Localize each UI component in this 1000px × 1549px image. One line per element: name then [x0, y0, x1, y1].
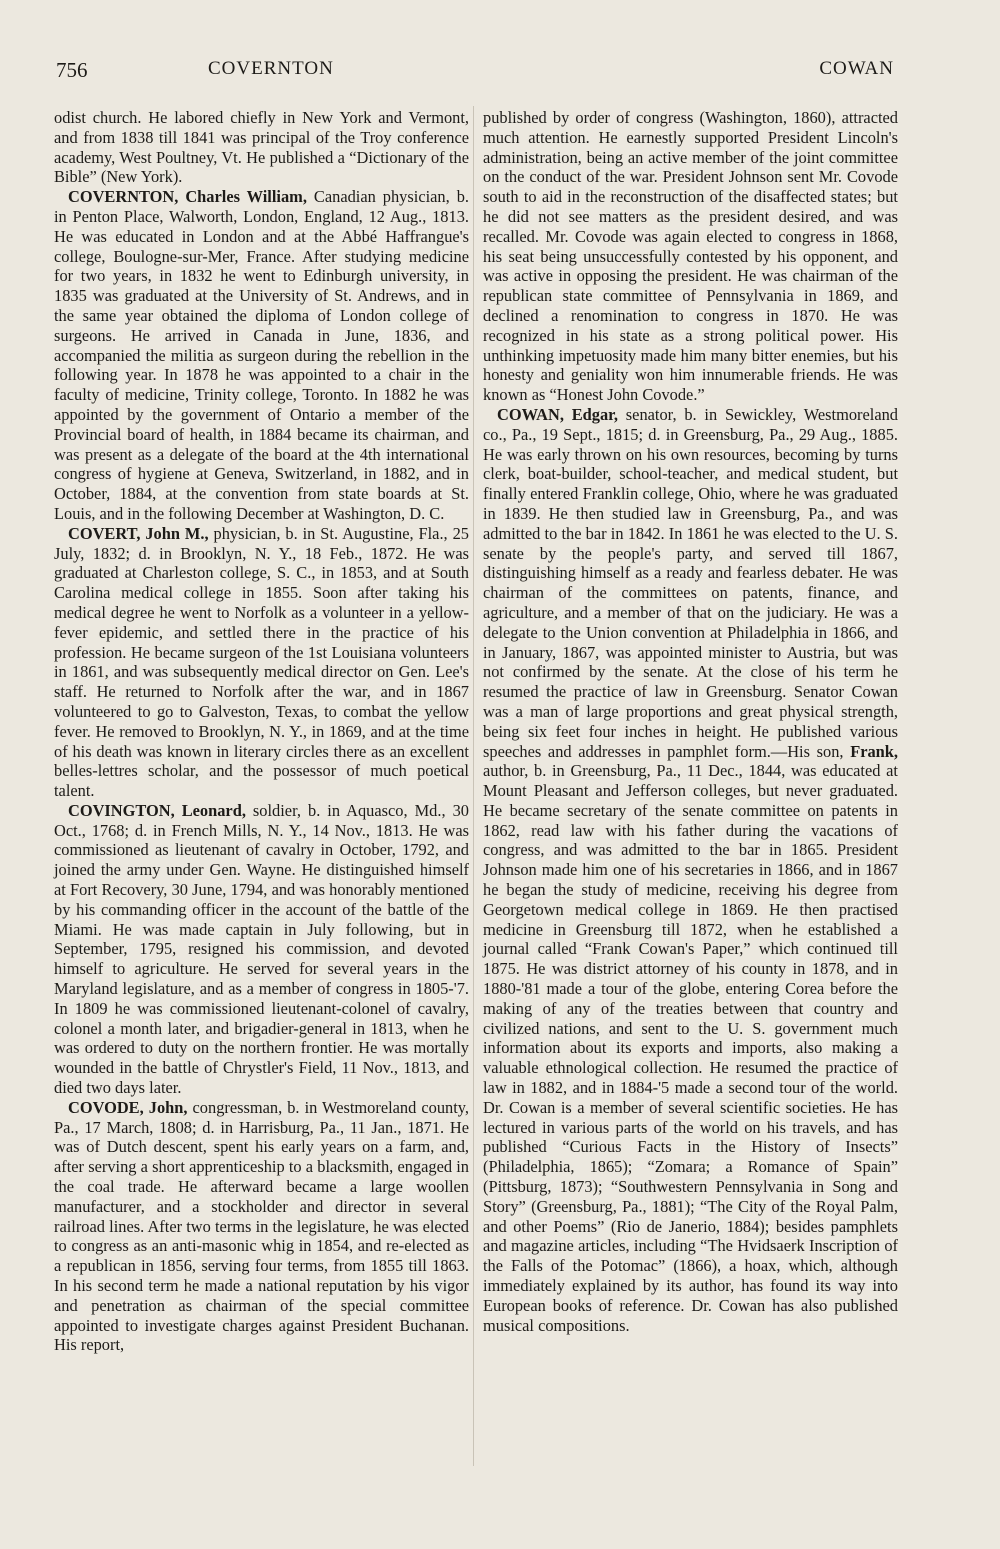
entry-covernton: [54, 187, 469, 524]
headword-covert: COVERT, John M.,: [68, 523, 209, 543]
headword-frank: Frank,: [850, 741, 898, 761]
running-head-left: COVERNTON: [208, 58, 334, 79]
continued-entry-text: odist church. He labored chiefly in New York and Vermont, and from 1838 till 1841 was principal of the Troy conference academy, West Poultney, Vt. He published a “Dictionary of the Bible” (New York).: [54, 108, 469, 187]
headword-covernton: COVERNTON, Charles William,: [68, 187, 307, 207]
column-divider: [473, 106, 474, 1466]
headword-covode: COVODE, John,: [68, 1097, 188, 1117]
entry-text-covode: congressman, b. in Westmoreland county, Pa., 17 March, 1808; d. in Harrisburg, Pa., 11 Jan., 1871. He was of Dutch descent, spent his early years on a farm, and, after serving a short apprenticeship to a blacksmith, engaged in the coal trade. He afterward became a large woollen manufacturer, and a stockholder and director in several railroad lines. After two terms in the legislature, he was elected to congress as an anti-masonic whig in 1854, and re-elected as a republican in 1856, serving four terms, from 1855 till 1863. In his second term he made a national reputation by his vigor and penetration as chairman of the special committee appointed to investigate charges against President Buchanan. His report,: [54, 1097, 470, 1355]
entry-covode: [54, 1098, 469, 1355]
running-head-right: COWAN: [819, 58, 894, 79]
entry-covington: [54, 801, 469, 1098]
entry-text-cowan: senator, b. in Sewickley, Westmoreland co., Pa., 19 Sept., 1815; d. in Greensburg, Pa., 29 Aug., 1885. He was early thrown on his own resources, becoming by turns clerk, boat-builder, school-teacher, and medical student, but finally entered Franklin college, Ohio, where he was graduated in 1839. He then studied law in Greensburg, Pa., and was admitted to the bar in 1842. In 1861 he was elected to the U. S. senate by the people's party, and served till 1867, distinguishing himself as a ready and fearless debater. He was chairman of the committees on patents, finance, and agriculture, and a member of that on the judiciary. He was a delegate to the Union convention at Philadelphia in 1866, and in January, 1867, was appointed minister to Austria, but was not confirmed by the senate. At the close of his term he resumed the practice of law in Greensburg. Senator Cowan was a man of large proportions and great physical strength, being six feet four inches in height. He published various speeches and addresses in pamphlet form.—His son,: [483, 404, 898, 761]
page-number: 756: [56, 58, 88, 82]
entry-cowan: [483, 405, 898, 1335]
continued-entry-text: published by order of congress (Washington, 1860), attracted much attention. He earnestly supported President Lincoln's administration, being an active member of the joint committee on the conduct of the war. President Johnson sent Mr. Covode south to aid in the reconstruction of the disaffected states; but he did not see matters as the president desired, and was recalled. Mr. Covode was again elected to congress in 1868, his seat being unsuccessfully contested by his opponent, and was active in opposing the president. He was chairman of the republican state committee of Pennsylvania in 1869, and declined a renomination to congress in 1870. He was recognized in his state as a strong political power. His unthinking impetuosity made him many bitter enemies, but his honesty and geniality won him innumerable friends. He was known as “Honest John Covode.”: [483, 108, 898, 405]
entry-text-covernton: Canadian physician, b. in Penton Place, Walworth, London, England, 12 Aug., 1813. He was educated in London and at the Abbé Haffrangue's college, Boulogne-sur-Mer, France. After studying medicine for two years, in 1832 he went to Edinburgh university, in 1835 was graduated at the University of St. Andrews, and in the same year obtained the diploma of London college of surgeons. He arrived in Canada in June, 1836, and accompanied the militia as surgeon during the rebellion in the following year. In 1878 he was appointed to a chair in the faculty of medicine, Trinity college, Toronto. In 1882 he was appointed by the government of Ontario a member of the Provincial board of health, in 1884 became its chairman, and was present as a delegate of the board at the 4th international congress of hygiene at Geneva, Switzerland, in 1882, and in October, 1884, at the convention from state boards at St. Louis, and in the following December at Washington, D. C.: [54, 187, 469, 523]
entry-covert: [54, 524, 469, 801]
entry-text-covington: soldier, b. in Aquasco, Md., 30 Oct., 1768; d. in French Mills, N. Y., 14 Nov., 1813. He was commissioned as lieutenant of cavalry in October, 1792, and joined the army under Gen. Wayne. He distinguished himself at Fort Recovery, 30 June, 1794, and was honorably mentioned by his commanding officer in the account of the battle of the Miami. He was made captain in July following, but in September, 1795, resigned his commission, and devoted himself to agriculture. He served for several years in the Maryland legislature, and as a member of congress in 1805-'7. In 1809 he was commissioned lieutenant-colonel of cavalry, colonel a month later, and brigadier-general in 1813, when he was ordered to duty on the northern frontier. He was mortally wounded in the battle of Chrystler's Field, 11 Nov., 1813, and died two days later.: [54, 800, 469, 1098]
entry-text-frank: author, b. in Greensburg, Pa., 11 Dec., 1844, was educated at Mount Pleasant and Jefferson colleges, but never graduated. He became secretary of the senate committee on patents in 1862, read law with his father during the vacations of congress, and was admitted to the bar in 1865. President Johnson made him one of his secretaries in 1866, and in 1867 he began the study of medicine, receiving his degree from Georgetown medical college in 1869. He then practised medicine in Greensburg till 1872, when he established a journal called “Frank Cowan's Paper,” which continued till 1875. He was district attorney of his county in 1878, and in 1880-'81 made a tour of the globe, entering Corea before the making of any of the treaties between that country and civilized nations, and sent to the U. S. government much information about its exports and imports, also making a valuable ethnological collection. He resumed the practice of law in 1882, and in 1884-'5 made a second tour of the world. Dr. Cowan is a member of several scientific societies. He has lectured in various parts of the world on his travels, and has published “Curious Facts in the History of Insects” (Philadelphia, 1865); “Zomara; a Romance of Spain” (Pittsburg, 1873); “Southwestern Pennsylvania in Song and Story” (Greensburg, Pa., 1881); “The City of the Royal Palm, and other Poems” (Rio de Janerio, 1884); besides pamphlets and magazine articles, including “The Hvidsaerk Inscription of the Falls of the Potomac” (1866), a hoax, which, although immediately explained by its author, has found its way into European books of reference. Dr. Cowan has also published musical compositions.: [483, 761, 898, 1335]
headword-covington: COVINGTON, Leonard,: [68, 800, 246, 820]
left-column: [54, 108, 469, 1355]
headword-cowan: COWAN, Edgar,: [497, 404, 619, 424]
page-header: [56, 58, 950, 94]
entry-text-covert: physician, b. in St. Augustine, Fla., 25 July, 1832; d. in Brooklyn, N. Y., 18 Feb., 1872. He was graduated at Charleston college, S. C., in 1853, and at South Carolina medical college in 1855. Soon after taking his medical degree he went to Norfolk as a volunteer in a yellow-fever epidemic, and settled there in the practice of his profession. He became surgeon of the 1st Louisiana volunteers in 1861, and was subsequently medical director on Gen. Lee's staff. He returned to Norfolk after the war, and in 1867 volunteered to go to Galveston, Texas, to combat the yellow fever. He removed to Brooklyn, N. Y., in 1869, and at the time of his death was known in literary circles there as an excellent belles-lettres scholar, and the possessor of much poetical talent.: [54, 523, 469, 801]
right-column: [483, 108, 898, 1335]
